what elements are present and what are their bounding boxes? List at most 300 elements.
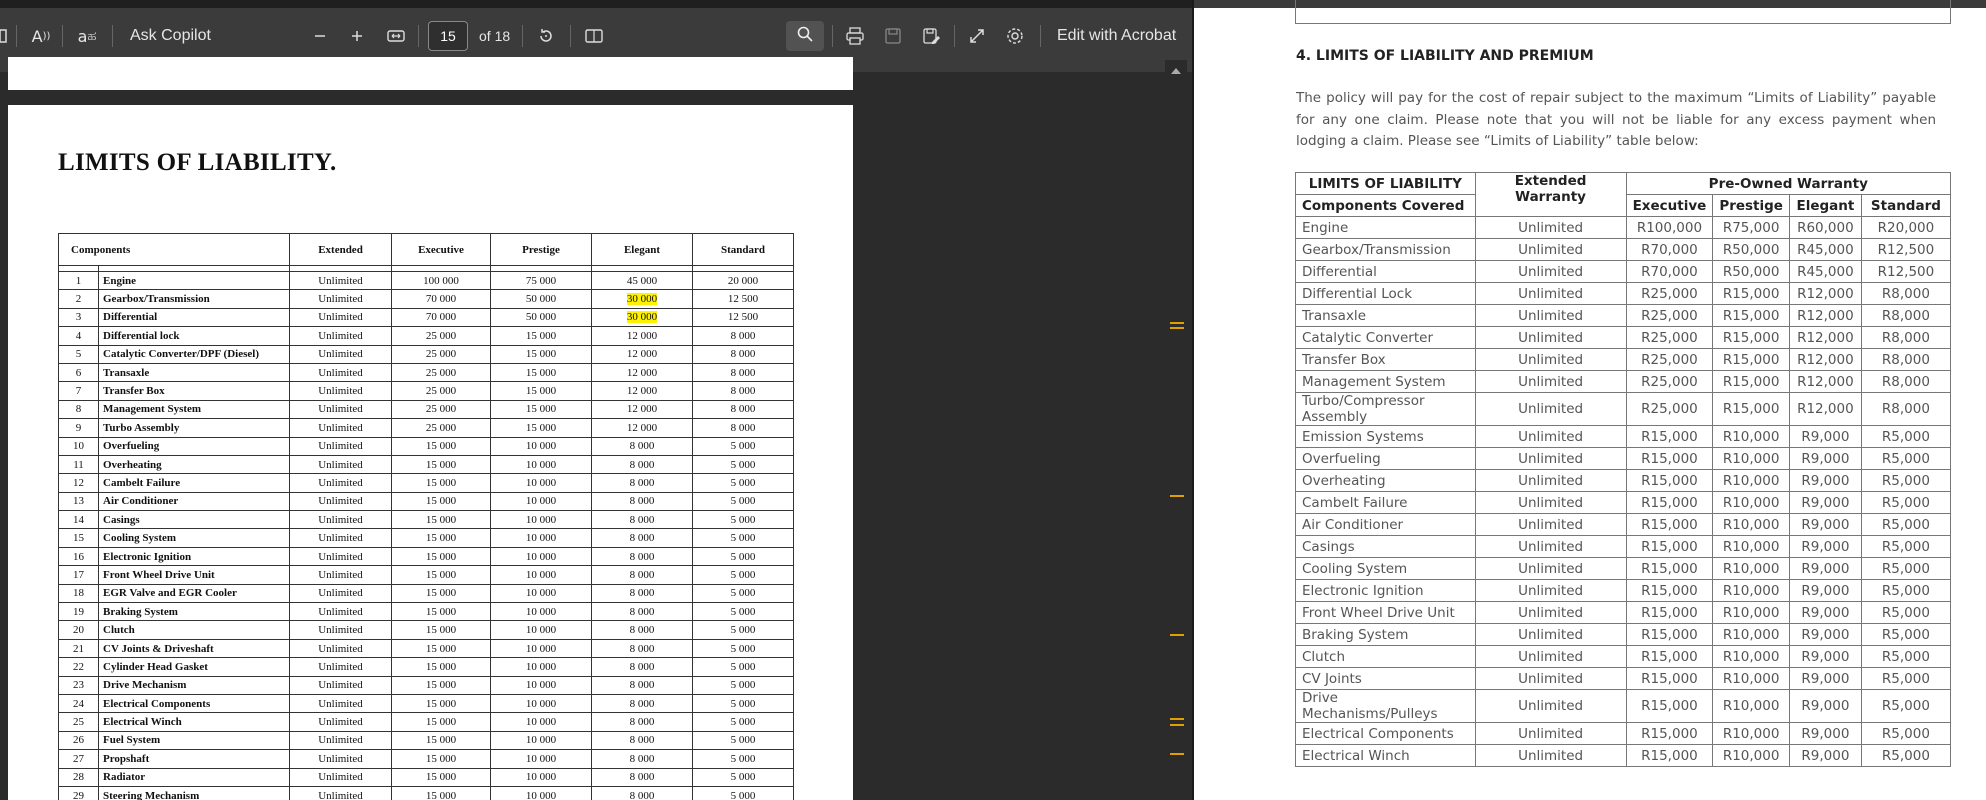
limit-value: R9,000 [1789,745,1861,767]
limit-value: Unlimited [290,419,392,437]
table-row [1296,514,1951,536]
limit-value: R15,000 [1713,371,1790,393]
table-row [59,713,794,731]
table-row [59,511,794,529]
limit-value: 15 000 [392,529,491,547]
limit-value: 70 000 [392,290,491,308]
row-number: 9 [59,419,99,437]
limit-value: 10 000 [491,639,592,657]
limit-value: 8 000 [592,474,693,492]
search-hit-marker[interactable] [1170,718,1184,720]
limit-value: Unlimited [290,327,392,345]
search-hit-marker[interactable] [1170,724,1184,726]
limit-value: Unlimited [1475,723,1626,745]
limit-value: R10,000 [1713,690,1790,723]
row-number: 15 [59,529,99,547]
limit-value: 25 000 [392,400,491,418]
component-name: Drive Mechanism [99,676,290,694]
search-icon [797,26,813,47]
component-name: Management System [1296,371,1476,393]
table-row [1296,723,1951,745]
toolbar-separator [522,25,523,47]
page-number-input[interactable]: 15 [428,21,468,51]
table-row [1296,261,1951,283]
limit-value: 12 000 [592,419,693,437]
limit-value: 15 000 [392,474,491,492]
search-hit-marker[interactable] [1170,327,1184,329]
table-row [59,750,794,768]
component-name: Differential [99,308,290,326]
limit-value: R15,000 [1626,745,1713,767]
section-paragraph: The policy will pay for the cost of repair subject to the maximum “Limits of Liability” payable for any one claim. Please note that you will not be liable for any excess payment when lodging a claim. Please see “Limits of Liability” table below: [1296,90,1936,149]
limit-value: R15,000 [1626,668,1713,690]
limit-value: 75 000 [491,272,592,290]
row-number: 20 [59,621,99,639]
limit-value: 10 000 [491,694,592,712]
limit-value: 15 000 [392,658,491,676]
limit-value: 15 000 [491,345,592,363]
ask-copilot-button[interactable]: Ask Copilot [130,27,211,44]
row-number: 5 [59,345,99,363]
table-row [1296,426,1951,448]
table-row [59,437,794,455]
row-number: 24 [59,694,99,712]
limit-value: 8 000 [592,437,693,455]
row-number: 14 [59,511,99,529]
limit-value: Unlimited [290,400,392,418]
limit-value: Unlimited [1475,239,1626,261]
component-name: Transaxle [1296,305,1476,327]
component-name: Catalytic Converter [1296,327,1476,349]
limit-value: Unlimited [290,437,392,455]
component-name: Cylinder Head Gasket [99,658,290,676]
search-hit-marker[interactable] [1170,753,1184,755]
limit-value: 10 000 [491,511,592,529]
limit-value: 8 000 [693,382,794,400]
limit-value: Unlimited [290,603,392,621]
limit-value: 15 000 [392,511,491,529]
read-aloud-icon[interactable]: A )) [31,26,51,46]
limit-value: R10,000 [1713,558,1790,580]
limit-value: 8 000 [592,492,693,510]
zoom-out-icon[interactable] [308,22,332,50]
row-number: 17 [59,566,99,584]
limit-value: R45,000 [1789,261,1861,283]
search-hit-marker[interactable] [1170,322,1184,324]
page-view-icon[interactable] [582,22,606,50]
limit-value: R9,000 [1789,470,1861,492]
table-row [1296,283,1951,305]
limit-value: R10,000 [1713,448,1790,470]
table-row [1296,580,1951,602]
limit-value: R15,000 [1626,602,1713,624]
limit-value: 15 000 [392,731,491,749]
limit-value: R8,000 [1861,283,1950,305]
component-name: Casings [1296,536,1476,558]
component-name: Gearbox/Transmission [1296,239,1476,261]
table-row [1296,668,1951,690]
limit-value: 8 000 [592,786,693,800]
sidebar-toggle-icon[interactable] [0,22,8,50]
limit-value: R12,000 [1789,371,1861,393]
limit-value: 15 000 [392,566,491,584]
table-row [1296,690,1951,723]
component-name: Overfueling [1296,448,1476,470]
limit-value: R8,000 [1861,371,1950,393]
limit-value: R10,000 [1713,514,1790,536]
row-number: 25 [59,713,99,731]
limit-value: R9,000 [1789,646,1861,668]
limit-value: 15 000 [392,750,491,768]
table-row [59,382,794,400]
row-number: 10 [59,437,99,455]
column-header: Pre-Owned Warranty [1626,173,1950,195]
table-row [59,584,794,602]
table-row [59,547,794,565]
component-name: Propshaft [99,750,290,768]
limit-value: R15,000 [1626,558,1713,580]
limit-value: R12,000 [1789,327,1861,349]
limit-value: 5 000 [693,713,794,731]
limit-value: Unlimited [290,455,392,473]
table-row [59,529,794,547]
component-name: Emission Systems [1296,426,1476,448]
toolbar-separator [954,25,955,47]
limit-value: 12 500 [693,290,794,308]
column-header: Extended Warranty [1475,173,1626,217]
limit-value: R9,000 [1789,723,1861,745]
limit-value: Unlimited [1475,646,1626,668]
component-name: Clutch [99,621,290,639]
table-row [1296,217,1951,239]
column-header: Elegant [1789,195,1861,217]
edit-with-acrobat-button[interactable]: Edit with Acrobat [1057,27,1177,44]
component-name: Steering Mechanism [99,786,290,800]
page-title: LIMITS OF LIABILITY. [58,149,337,176]
component-name: Air Conditioner [99,492,290,510]
rotate-icon[interactable] [534,22,558,50]
table-row [59,290,794,308]
component-name: Cooling System [1296,558,1476,580]
limit-value: R15,000 [1626,690,1713,723]
limit-value: R5,000 [1861,745,1950,767]
search-highlight: 30 000 [626,311,658,324]
column-header: Components Covered [1296,195,1476,217]
component-name: Cambelt Failure [99,474,290,492]
previous-page-bottom [8,57,853,90]
table-row [1296,393,1951,426]
table-row [59,327,794,345]
table-row [59,492,794,510]
limit-value: R15,000 [1713,393,1790,426]
limit-value: Unlimited [290,308,392,326]
table-row [59,455,794,473]
search-highlight: 30 000 [626,293,658,306]
table-row [1296,305,1951,327]
row-number: 16 [59,547,99,565]
row-number: 27 [59,750,99,768]
print-icon[interactable] [842,22,868,50]
limit-value: 70 000 [392,308,491,326]
search-hit-marker[interactable] [1170,495,1184,497]
column-header: Extended [290,234,392,266]
limit-value: 5 000 [693,658,794,676]
limit-value: 5 000 [693,603,794,621]
limit-value: 8 000 [592,584,693,602]
limit-value: 50 000 [491,308,592,326]
limit-value: 15 000 [491,382,592,400]
limit-value: R15,000 [1626,470,1713,492]
row-number: 18 [59,584,99,602]
limits-table [58,233,794,800]
fit-width-icon[interactable] [384,22,408,50]
toolbar-separator [832,25,833,47]
limit-value: R10,000 [1713,723,1790,745]
component-name: Differential [1296,261,1476,283]
limit-value: 8 000 [693,327,794,345]
limit-value: 15 000 [392,713,491,731]
limit-value: 15 000 [392,639,491,657]
limit-value: Unlimited [1475,448,1626,470]
table-row [59,621,794,639]
search-hit-marker[interactable] [1170,634,1184,636]
component-name: EGR Valve and EGR Cooler [99,584,290,602]
limit-value: 8 000 [592,731,693,749]
component-name: Front Wheel Drive Unit [99,566,290,584]
limit-value: R45,000 [1789,239,1861,261]
table-row [1296,558,1951,580]
limit-value: R25,000 [1626,393,1713,426]
limit-value: 8 000 [592,768,693,786]
component-name: Air Conditioner [1296,514,1476,536]
translate-icon[interactable]: a ಹ [77,26,97,46]
limit-value: R10,000 [1713,470,1790,492]
limit-value: 5 000 [693,694,794,712]
component-name: Cooling System [99,529,290,547]
limit-value: 45 000 [592,272,693,290]
table-row [59,400,794,418]
table-row [1296,239,1951,261]
search-button[interactable] [786,21,824,51]
toolbar-separator [62,25,63,47]
table-header-row [1296,173,1951,195]
limit-value: Unlimited [1475,283,1626,305]
toolbar-separator [570,25,571,47]
limit-value: 8 000 [592,566,693,584]
limit-value: 8 000 [693,345,794,363]
limits-of-liability-table [1295,172,1951,767]
limit-value: R25,000 [1626,371,1713,393]
vertical-scrollbar[interactable] [1165,60,1187,800]
limit-value: 25 000 [392,363,491,381]
limit-value: R15,000 [1626,723,1713,745]
limit-value: 12 000 [592,382,693,400]
table-row [59,419,794,437]
limit-value: Unlimited [1475,668,1626,690]
section-heading: 4. LIMITS OF LIABILITY AND PREMIUM [1296,48,1594,64]
component-name: CV Joints & Driveshaft [99,639,290,657]
toolbar-separator [16,25,17,47]
limit-value: R5,000 [1861,668,1950,690]
table-row [1296,470,1951,492]
limit-value: 25 000 [392,382,491,400]
page-count: of 18 [479,28,511,44]
limit-value: 15 000 [392,603,491,621]
limit-value: 8 000 [592,750,693,768]
limit-value: 8 000 [592,694,693,712]
limit-value: R60,000 [1789,217,1861,239]
scroll-up-arrow-icon[interactable] [1170,66,1182,76]
limit-value: 8 000 [592,713,693,731]
column-header: Components [59,234,290,266]
limit-value: 12 000 [592,345,693,363]
table-row [59,731,794,749]
table-row [59,474,794,492]
limit-value: R5,000 [1861,602,1950,624]
limit-value: 5 000 [693,676,794,694]
toolbar-separator [1040,25,1041,47]
limit-value: R15,000 [1626,426,1713,448]
limit-value: 8 000 [693,363,794,381]
component-name: Drive Mechanisms/Pulleys [1296,690,1476,723]
component-name: Clutch [1296,646,1476,668]
limit-value: 8 000 [592,455,693,473]
limit-value: R8,000 [1861,305,1950,327]
limit-value: Unlimited [1475,327,1626,349]
component-name: Cambelt Failure [1296,492,1476,514]
limit-value: 8 000 [592,547,693,565]
limit-value: 8 000 [592,658,693,676]
component-name: Overheating [1296,470,1476,492]
limit-value: R10,000 [1713,624,1790,646]
tab-strip [0,0,1192,8]
limit-value: Unlimited [290,492,392,510]
limit-value: R5,000 [1861,723,1950,745]
table-row [59,272,794,290]
row-number: 4 [59,327,99,345]
table-row [1296,624,1951,646]
limit-value: Unlimited [290,786,392,800]
limit-value: 25 000 [392,345,491,363]
fullscreen-icon[interactable] [964,22,990,50]
limit-value: 20 000 [693,272,794,290]
limit-value: Unlimited [290,382,392,400]
component-name: Electronic Ignition [1296,580,1476,602]
table-row [1296,536,1951,558]
component-name: Differential Lock [1296,283,1476,305]
limit-value: Unlimited [290,529,392,547]
table-row [59,345,794,363]
row-number: 11 [59,455,99,473]
limit-value: R12,500 [1861,239,1950,261]
limit-value: Unlimited [1475,580,1626,602]
limit-value: 5 000 [693,768,794,786]
component-name: Radiator [99,768,290,786]
table-row [1296,371,1951,393]
table-row [1296,448,1951,470]
limit-value: 15 000 [392,455,491,473]
limit-value: R9,000 [1789,558,1861,580]
limit-value: Unlimited [1475,492,1626,514]
limit-value: 25 000 [392,419,491,437]
limit-value: 12 500 [693,308,794,326]
limit-value: R10,000 [1713,668,1790,690]
limit-value: 5 000 [693,731,794,749]
limit-value: 15 000 [491,363,592,381]
limit-value: 10 000 [491,492,592,510]
limit-value: 8 000 [592,603,693,621]
limit-value: 15 000 [491,327,592,345]
limit-value: R5,000 [1861,690,1950,723]
limit-value: Unlimited [1475,624,1626,646]
limit-value: 15 000 [392,547,491,565]
table-row [1296,492,1951,514]
table-row [59,363,794,381]
limit-value: Unlimited [1475,558,1626,580]
limit-value: 8 000 [592,511,693,529]
limit-value: 10 000 [491,750,592,768]
limit-value: 15 000 [392,676,491,694]
row-number: 23 [59,676,99,694]
toolbar-separator [418,25,419,47]
limit-value: R9,000 [1789,624,1861,646]
limit-value: R12,000 [1789,305,1861,327]
limit-value: 8 000 [592,621,693,639]
zoom-in-icon[interactable] [345,22,369,50]
limit-value: R9,000 [1789,448,1861,470]
limit-value: R9,000 [1789,668,1861,690]
limit-value: 8 000 [693,419,794,437]
component-name: Braking System [1296,624,1476,646]
limit-value: R5,000 [1861,492,1950,514]
row-number: 8 [59,400,99,418]
limit-value: 15 000 [392,621,491,639]
save-icon[interactable] [880,22,906,50]
limit-value: 10 000 [491,713,592,731]
limit-value: Unlimited [290,658,392,676]
limit-value: R100,000 [1626,217,1713,239]
limit-value: 10 000 [491,566,592,584]
limit-value: R15,000 [1626,514,1713,536]
limit-value: Unlimited [290,713,392,731]
settings-gear-icon[interactable] [1002,22,1028,50]
row-number: 21 [59,639,99,657]
row-number: 6 [59,363,99,381]
component-name: Overheating [99,455,290,473]
limit-value: R5,000 [1861,448,1950,470]
component-name: Transfer Box [1296,349,1476,371]
limit-value: 50 000 [491,290,592,308]
row-number: 12 [59,474,99,492]
limit-value: R10,000 [1713,580,1790,602]
limit-value: 5 000 [693,455,794,473]
limit-value: 10 000 [491,768,592,786]
limit-value: 10 000 [491,529,592,547]
limit-value: 10 000 [491,676,592,694]
limit-value: Unlimited [290,272,392,290]
limit-value: R5,000 [1861,558,1950,580]
limit-value: Unlimited [290,511,392,529]
limit-value: R15,000 [1713,283,1790,305]
component-name: Differential lock [99,327,290,345]
limit-value: R8,000 [1861,349,1950,371]
limit-value: 5 000 [693,437,794,455]
limit-value: 10 000 [491,455,592,473]
save-as-icon[interactable] [918,22,944,50]
column-header: Prestige [1713,195,1790,217]
table-row [59,308,794,326]
limit-value: R9,000 [1789,492,1861,514]
